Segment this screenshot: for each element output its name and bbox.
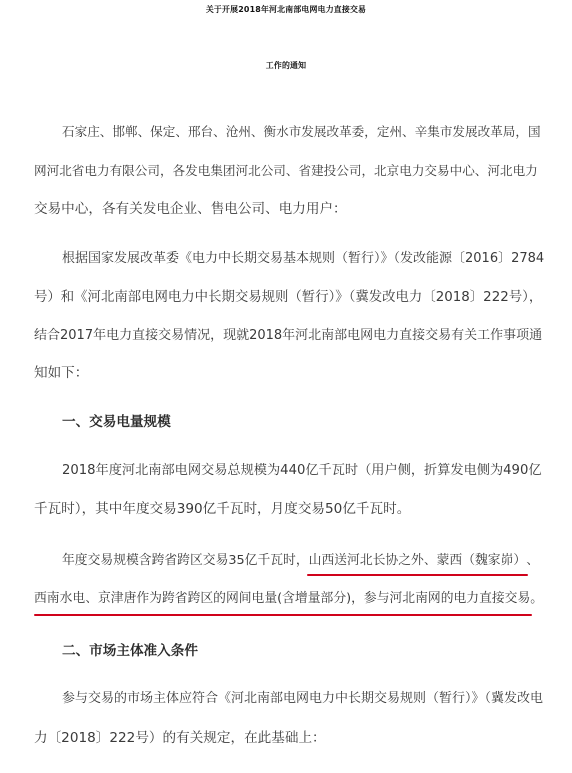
basis-line-1: 根据国家发展改革委《电力中长期交易基本规则（暂行）》（发改能源〔2016〕2784 bbox=[62, 251, 545, 266]
section1-p2-line-1 bbox=[62, 552, 539, 570]
basis-line-3: 结合2017年电力直接交易情况，现就2018年河北南部电网电力直接交易有关工作事项通 bbox=[34, 328, 543, 343]
section1-p2-line-2: 西南水电、京津唐作为跨省跨区的网间电量(含增量部分)，参与河北南网的电力直接交易。 bbox=[34, 591, 544, 606]
section2-p1-line-1: 参与交易的市场主体应符合《河北南部电网电力中长期交易规则（暂行）》（冀发改电 bbox=[62, 691, 544, 706]
addressee-line-1: 石家庄、邯郸、保定、邢台、沧州、衡水市发展改革委，定州、辛集市发展改革局，国 bbox=[62, 124, 541, 139]
underlined-text-mengxi: 蒙西（魏家峁） bbox=[436, 553, 527, 568]
document-title-line2: 工作的通知 bbox=[265, 61, 307, 70]
section2-p1-line-2: 力〔2018〕222号）的有关规定，在此基础上： bbox=[34, 730, 326, 746]
section1-p2-text-before: 年度交易规模含跨省跨区交易35亿千瓦时， bbox=[62, 553, 309, 568]
basis-line-2: 号）和《河北南部电网电力中长期交易规则（暂行）》（冀发改电力〔2018〕222号）， bbox=[34, 290, 543, 305]
section2-heading: 二、市场主体准入条件 bbox=[62, 643, 198, 659]
section1-p1-line-2: 千瓦时），其中年度交易390亿千瓦时，月度交易50亿千瓦时。 bbox=[34, 501, 411, 517]
addressee-line-3: 交易中心，各有关发电企业、售电公司、电力用户： bbox=[34, 201, 347, 217]
addressee-line-2: 网河北省电力有限公司，各发电集团河北公司、省建投公司，北京电力交易中心、河北电力 bbox=[34, 163, 538, 178]
section1-p2-text-after: 、 bbox=[526, 553, 539, 568]
section1-p1-line-1: 2018年度河北南部电网交易总规模为440亿千瓦时（用户侧，折算发电侧为490亿 bbox=[62, 463, 542, 478]
basis-line-4: 知如下： bbox=[34, 365, 89, 381]
red-underline-annotation bbox=[34, 614, 532, 616]
underlined-text-shanxi: 山西送河北长协之外、 bbox=[308, 553, 437, 568]
section1-heading: 一、交易电量规模 bbox=[62, 414, 171, 430]
document-title-line1: 关于开展2018年河北南部电网电力直接交易 bbox=[205, 5, 367, 14]
